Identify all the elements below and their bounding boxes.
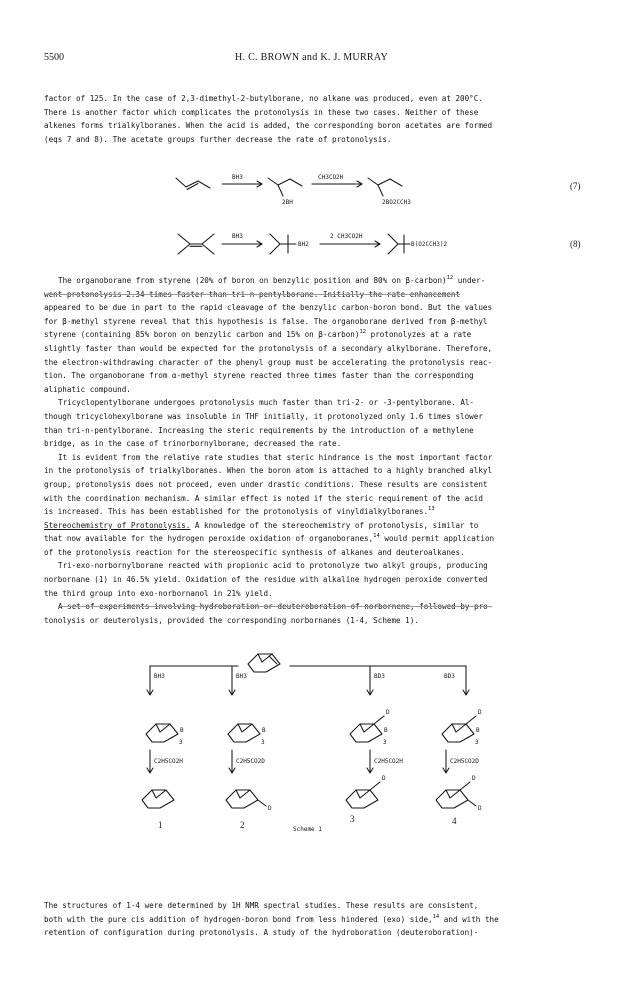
text-line: (eqs 7 and 8). The acetate groups further decrease the rate of protonolysis. (44, 134, 392, 144)
text-line: in the protonolysis of trialkylboranes. When the boron atom is attached to a highly branched alkyl (44, 466, 493, 476)
text-line: retention of configuration during protonolysis. A study of the hydroboration (deuteroboration)- (44, 928, 479, 938)
paragraph-styrene (44, 274, 589, 288)
reagent-label: BH3 (232, 174, 243, 181)
scheme-acid: C2H5CO2H (374, 758, 403, 765)
svg-text:D: D (268, 805, 272, 812)
text-line: The structures of 1-4 were determined by 1H NMR spectral studies. These results are consistent, (44, 901, 479, 910)
paragraph-experiments: A set of experiments involving hydroboration or deuteroboration of norbornene, followed by pro- (58, 602, 493, 612)
alkene-structure (178, 234, 190, 244)
text-line: styrene (containing 85% boron on benzylic carbon and 15% on β-carbon)$^{12}$ protonolyzes at a rate (44, 329, 472, 340)
scheme-reagent: BD3 (444, 673, 455, 680)
acetate-structure (368, 178, 390, 185)
svg-text:3: 3 (261, 739, 265, 746)
scheme-reagent: BH3 (236, 673, 247, 680)
running-head: H. C. BROWN and K. J. MURRAY (234, 52, 389, 63)
text-line: for β-methyl styrene reveal that this hypothesis is false. The organoborane derived from β-methyl (44, 316, 488, 326)
text-line: aliphatic compound. (44, 384, 131, 394)
norbornane-product-4 (436, 775, 482, 812)
text-line: norbornane (1) in 46.5% yield. Oxidation of the residue with alkaline hydrogen peroxide converted (44, 575, 488, 585)
norbornane-product-3 (346, 775, 386, 808)
text-line: bridge, as in the case of trinorbornylborane, decreased the rate. (44, 439, 342, 449)
text-line: both with the pure cis addition of hydrogen-boron bond from less hindered (exo) side,$^{14}$ and with the (44, 913, 499, 924)
borane-structure (268, 178, 290, 185)
acetate-structure (388, 234, 398, 244)
norbornane-product-1 (142, 790, 174, 808)
text-line: tonolysis or deuterolysis, provided the corresponding norbornanes (1-4, Scheme 1). (44, 615, 419, 625)
trinorbornylborane-1 (146, 724, 184, 746)
svg-text:3: 3 (383, 739, 387, 746)
scheme-reagent: BD3 (374, 673, 385, 680)
reference-superscript: 14 (432, 913, 440, 920)
svg-text:3: 3 (475, 739, 479, 746)
text-line: slightly faster than would be expected for the protonolysis of a secondary alkylborane. Therefore, (44, 343, 493, 353)
reference-superscript: 12 (359, 329, 367, 336)
reference-superscript: 12 (446, 275, 454, 281)
acetate-label: 2BO2CCH3 (382, 199, 411, 206)
svg-text:3: 3 (179, 739, 183, 746)
equation-number: (8) (570, 239, 581, 249)
text-line: the third group into exo-norbornanol in 21% yield. (44, 588, 273, 598)
svg-text:D: D (386, 709, 390, 716)
scheme-acid: C2H5CO2H (154, 758, 183, 765)
text-line: group, protonolysis does not proceed, even under drastic conditions. These results are consistent (44, 479, 488, 489)
text-line: alkenes forms trialkylboranes. When the acid is added, the corresponding boron acetates are formed (44, 121, 493, 131)
text-line: of the protonolysis reaction for the stereospecific synthesis of alkanes and deuteroalkanes. (44, 547, 465, 557)
norbornane-product-2 (226, 790, 272, 812)
svg-text:D: D (382, 775, 386, 782)
scheme-1 (0, 650, 623, 920)
text-line: the electron-withdrawing character of the phenyl group must be accelerating the protonolysis reac- (44, 357, 493, 367)
text-line: went protonolysis 2.34 times faster than tri-n-pentylborane. Initially the rate enhancement (44, 289, 461, 299)
text-line: with the coordination mechanism. A similar effect is noted if the steric requirement of the acid (44, 493, 483, 503)
body-text (44, 274, 589, 627)
borane-label: BH2 (298, 241, 309, 248)
equation-7 (0, 172, 623, 212)
compound-number: 1 (158, 820, 163, 830)
reagent-label: BH3 (232, 233, 243, 240)
section-heading: Stereochemistry of Protonolysis. (44, 520, 191, 530)
text-line: that now available for the hydrogen peroxide oxidation of organoboranes,$^{14}$ would permit application (44, 533, 495, 544)
page-header (44, 52, 579, 66)
compound-number: 3 (350, 814, 355, 824)
borane-label: 2BH (282, 199, 293, 206)
acetate-label: B(O2CCH3)2 (411, 241, 448, 248)
scheme-reagent: BH3 (154, 673, 165, 680)
reagent-label: CH3CO2H (318, 174, 344, 181)
deuterated-borane-3 (350, 709, 390, 746)
scheme-caption: Scheme 1 (293, 826, 322, 833)
paragraph-tricyclo: Tricyclopentylborane undergoes protonolysis much faster than tri-2- or -3-pentylborane. Al- (58, 398, 475, 408)
svg-text:D: D (478, 709, 482, 716)
paragraph-stereochemistry: Stereochemistry of Protonolysis. A knowledge of the stereochemistry of protonolysis, similar to (44, 520, 479, 530)
text-span: under- (453, 276, 486, 285)
norbornene-structure (248, 654, 280, 672)
compound-number: 4 (452, 816, 457, 826)
text-line: tion. The organoborane from α-methyl styrene reacted three times faster than the corresponding (44, 371, 474, 381)
reference-superscript: 14 (373, 533, 380, 540)
text-line: appeared to be due in part to the rapid cleavage of the benzylic carbon-boron bond. But the values (44, 303, 493, 313)
paragraph-exo: Tri-exo-norbornylborane reacted with propionic acid to protonolyze two alkyl groups, producing (58, 561, 488, 571)
svg-text:D: D (472, 775, 476, 782)
closing-paragraph (44, 899, 589, 940)
reference-superscript: 13 (428, 506, 435, 513)
scheme-acid: C2H5CO2D (450, 758, 479, 765)
trinorbornylborane-2 (228, 724, 266, 746)
svg-text:B: B (384, 727, 388, 734)
svg-text:D: D (478, 805, 482, 812)
equation-number: (7) (570, 181, 581, 191)
borane-structure (270, 234, 280, 244)
equation-8 (0, 224, 623, 264)
reagent-label: 2 CH3CO2H (330, 233, 363, 240)
svg-text:B: B (180, 727, 184, 734)
text-line: is increased. This has been established for the protonolysis of vinyldialkylboranes.$^{13}$ (44, 506, 435, 517)
intro-paragraph (44, 92, 589, 146)
text-line: factor of 125. In the case of 2,3-dimethyl-2-butylborane, no alkane was produced, even at 200°C. (44, 94, 483, 103)
paragraph-steric: It is evident from the relative rate studies that steric hindrance is the most important factor (58, 452, 493, 462)
svg-text:B: B (262, 727, 266, 734)
text-line: though tricyclohexylborane was insoluble in THF initially, it protonolyzed only 1.6 times slower (44, 411, 483, 421)
svg-text:B: B (476, 727, 480, 734)
scheme-acid: C2H5CO2D (236, 758, 265, 765)
text-line: There is another factor which complicates the protonolysis in these two cases. Neither of these (44, 107, 479, 117)
compound-number: 2 (240, 820, 245, 830)
page-number: 5500 (44, 52, 64, 63)
text-line: than tri-n-pentylborane. Increasing the steric requirements by the introduction of a methylene (44, 425, 474, 435)
deuterated-borane-4 (442, 709, 482, 746)
text-span: The organoborane from styrene (20% of boron on benzylic position and 80% on β-carbon) (58, 276, 447, 285)
